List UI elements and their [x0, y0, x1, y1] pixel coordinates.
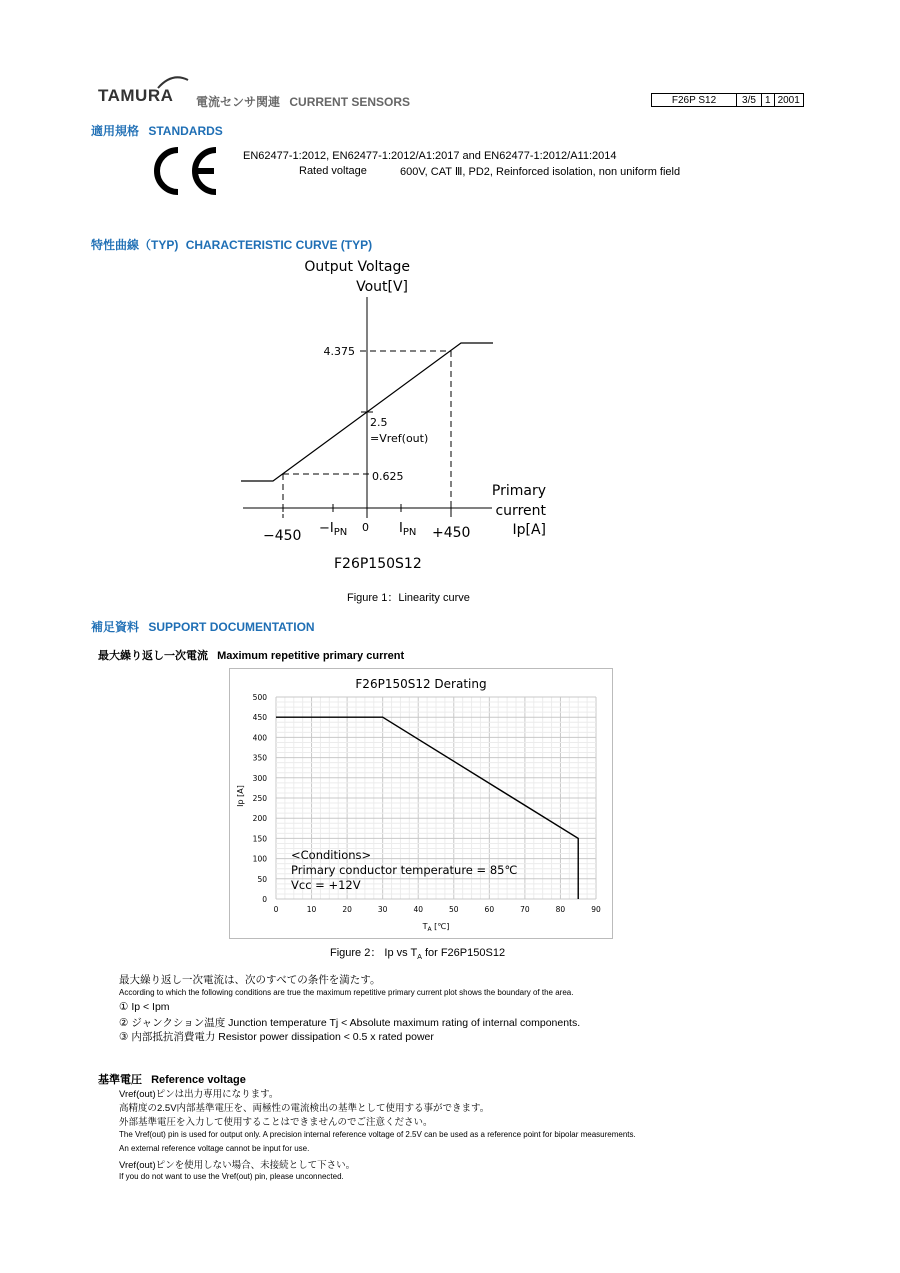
figure2-caption: Figure 2： Ip vs $T_A$ for F26P150S12	[330, 947, 506, 962]
support-subheading-en: Maximum repetitive primary current	[217, 650, 405, 662]
support-heading-jp: 補足資料	[91, 620, 140, 634]
reference-heading-jp: 基準電圧	[98, 1074, 142, 1086]
x-label-neg-ipn: $-I_{PN}$	[319, 521, 348, 538]
chart-xlabel: $T_A$ [℃]	[422, 922, 450, 933]
y-low-label: 0.625	[372, 470, 404, 483]
figure1-caption: Figure 1：Linearity curve	[347, 592, 470, 604]
standards-heading-jp: 適用規格	[91, 124, 140, 138]
y-tick-label: 300	[252, 773, 267, 783]
x-tick-label: 80	[555, 905, 566, 914]
condition-item-2: ② ジャンクション温度 Junction temperature Tj < Absolute maximum rating of internal components.	[119, 1017, 581, 1029]
x-tick-label: 70	[520, 905, 530, 914]
chart-title: F26P150S12 Derating	[355, 677, 487, 691]
y-mid-label: 2.5	[370, 416, 388, 429]
reference-heading-en: Reference voltage	[151, 1074, 246, 1086]
linearity-curve-figure	[0, 0, 900, 620]
x-tick-label: 30	[377, 905, 388, 914]
chart-annotation-1: <Conditions>	[291, 848, 372, 862]
chart-annotation-2: Primary conductor temperature = 85℃	[291, 863, 518, 877]
x-label-pos450: +450	[432, 525, 471, 541]
doc-revision: 1	[762, 94, 775, 107]
support-heading	[91, 618, 315, 635]
rated-voltage-label: Rated voltage	[299, 165, 367, 177]
y-tick-label: 150	[252, 834, 267, 844]
page-number: 3/5	[737, 94, 762, 107]
y-tick-label: 250	[252, 794, 267, 803]
x-axis-label-3: Ip[A]	[512, 522, 546, 538]
y-tick-label: 500	[252, 693, 267, 702]
y-tick-label: 200	[252, 814, 267, 824]
reference-line-6: Vref(out)ピンを使用しない場合、未接続として下さい。	[119, 1160, 356, 1171]
reference-line-7: If you do not want to use the Vref(out) pin, please unconnected.	[119, 1172, 344, 1181]
reference-line-1: Vref(out)ピンは出力専用になります。	[119, 1089, 279, 1100]
rated-voltage-value: 600V, CAT Ⅲ, PD2, Reinforced isolation, non uniform field	[400, 166, 681, 178]
y-tick-label: 450	[252, 713, 267, 723]
x-tick-label: 10	[306, 905, 317, 914]
x-tick-label: 0	[273, 905, 279, 914]
x-label-neg450: −450	[263, 528, 302, 544]
x-label-zero: 0	[362, 521, 369, 534]
y-tick-label: 50	[257, 874, 267, 884]
curve-ylabel-2: Vout[V]	[356, 279, 408, 295]
curve-model: F26P150S12	[334, 556, 422, 572]
curve-heading-jp: 特性曲線（TYP)	[91, 238, 179, 252]
header-subtitle-en: CURRENT SENSORS	[289, 95, 411, 109]
chart-ylabel: Ip [A]	[236, 785, 245, 807]
x-tick-label: 40	[413, 905, 423, 914]
condition-item-1: ① Ip < Ipm	[119, 1001, 170, 1013]
x-axis-label-2: current	[495, 503, 546, 519]
x-label-ipn: $I_{PN}$	[399, 521, 417, 538]
x-tick-label: 90	[591, 905, 601, 914]
standards-line: EN62477-1:2012, EN62477-1:2012/A1:2017 and EN62477-1:2012/A11:2014	[243, 150, 617, 162]
doc-code: 2001	[774, 94, 803, 107]
conditions-intro-jp: 最大繰り返し一次電流は、次のすべての条件を満たす。	[119, 974, 381, 986]
support-subheading	[98, 647, 404, 663]
y-mid-note: =Vref(out)	[370, 432, 429, 445]
reference-line-3: 外部基準電圧を入力して使用することはできませんのでご注意ください。	[119, 1117, 433, 1128]
conditions-intro-en: According to which the following conditions are true the maximum repetitive primary current plot shows the boundary of the area.	[119, 988, 574, 997]
doc-number: F26P S12	[652, 94, 737, 107]
reference-line-5: An external reference voltage cannot be input for use.	[119, 1144, 310, 1153]
y-high-label: 4.375	[323, 345, 355, 358]
reference-line-4: The Vref(out) pin is used for output only. A precision internal reference voltage of 2.5V can be used as a reference point for bipolar measurements.	[119, 1130, 636, 1139]
header-subtitle-jp: 電流センサ関連	[196, 95, 281, 109]
standards-heading-en: STANDARDS	[148, 124, 223, 138]
support-heading-en: SUPPORT DOCUMENTATION	[148, 620, 315, 634]
x-tick-label: 20	[342, 905, 352, 914]
logo-text: TAMURA	[98, 86, 174, 105]
reference-heading	[98, 1071, 246, 1087]
y-tick-label: 0	[262, 895, 267, 904]
x-axis-label-1: Primary	[491, 483, 546, 499]
chart-annotation-3: Vcc = +12V	[291, 878, 361, 892]
y-tick-label: 100	[252, 854, 267, 864]
y-tick-label: 350	[252, 753, 267, 763]
reference-line-2: 高精度の2.5V内部基準電圧を、両極性の電流検出の基準として使用する事ができます。	[119, 1103, 490, 1114]
x-tick-label: 50	[449, 905, 459, 914]
y-tick-label: 400	[252, 733, 267, 743]
derating-chart	[229, 668, 613, 939]
curve-heading-en: CHARACTERISTIC CURVE (TYP)	[185, 238, 373, 252]
support-subheading-jp: 最大繰り返し一次電流	[98, 650, 208, 662]
curve-ylabel-1: Output Voltage	[304, 259, 410, 275]
condition-item-3: ③ 内部抵抗消費電力 Resistor power dissipation < 0.5 x rated power	[119, 1031, 434, 1043]
x-tick-label: 60	[484, 905, 495, 914]
